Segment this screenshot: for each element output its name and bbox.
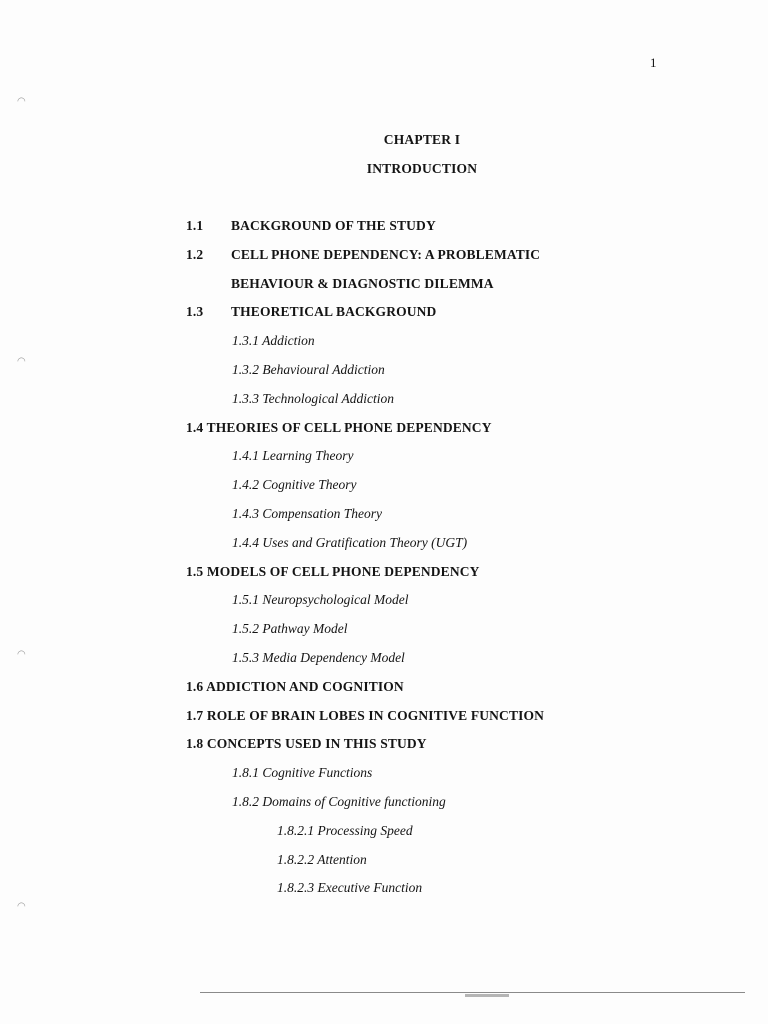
toc-entry-text: 1.6 ADDICTION AND COGNITION [186, 678, 404, 694]
scan-mark [465, 994, 509, 997]
toc-entry-text: 1.8 CONCEPTS USED IN THIS STUDY [186, 736, 427, 752]
toc-entry [186, 391, 746, 420]
toc-entry-number: 1.3 [186, 304, 204, 320]
toc-entry [186, 621, 746, 650]
toc-entry-text: BEHAVIOUR & DIAGNOSTIC DILEMMA [231, 275, 494, 291]
toc-entry-text: 1.5.1 Neuropsychological Model [232, 592, 409, 608]
toc-entry [186, 304, 746, 333]
chapter-title: INTRODUCTION [366, 161, 478, 176]
toc-entry [186, 333, 746, 362]
toc-entry-text: 1.4 THEORIES OF CELL PHONE DEPENDENCY [186, 419, 492, 435]
toc-entry [186, 592, 746, 621]
toc-entry-text: 1.3.1 Addiction [232, 333, 315, 349]
toc-entry [186, 506, 746, 535]
toc-entry-text: 1.5.2 Pathway Model [232, 621, 348, 637]
toc-entry [186, 679, 746, 708]
toc-entry-text: 1.4.4 Uses and Gratification Theory (UGT) [232, 534, 468, 550]
page-number: 1 [650, 55, 657, 70]
toc-entry [186, 276, 746, 305]
toc-entry-text: 1.8.2.1 Processing Speed [277, 822, 413, 838]
bottom-rule [200, 992, 745, 993]
toc-entry [186, 880, 746, 909]
toc-entry [186, 564, 746, 593]
toc-entry-text: 1.3.2 Behavioural Addiction [232, 361, 385, 377]
toc-entry [186, 535, 746, 564]
toc-entry [186, 794, 746, 823]
toc-entry-number: 1.1 [186, 218, 204, 233]
toc-entry [186, 247, 746, 276]
table-of-contents [186, 218, 746, 909]
chapter-label: CHAPTER I [383, 132, 461, 147]
toc-entry [186, 650, 746, 679]
punch-hole-mark: ◠ [17, 649, 26, 660]
toc-entry-text: 1.8.2.2 Attention [277, 851, 367, 867]
punch-hole-mark: ◠ [17, 96, 26, 107]
toc-entry-text: 1.8.2 Domains of Cognitive functioning [232, 793, 446, 809]
toc-entry [186, 477, 746, 506]
toc-entry-text: 1.4.3 Compensation Theory [232, 505, 382, 521]
toc-entry [186, 420, 746, 449]
toc-entry-text: 1.8.1 Cognitive Functions [232, 765, 373, 781]
toc-entry-number: 1.2 [186, 246, 204, 262]
toc-entry [186, 708, 746, 737]
toc-entry-text: 1.5.3 Media Dependency Model [232, 649, 405, 665]
toc-entry-text: 1.4.1 Learning Theory [232, 448, 354, 464]
toc-entry [186, 362, 746, 391]
toc-entry-text: THEORETICAL BACKGROUND [231, 304, 437, 320]
toc-entry-text: CELL PHONE DEPENDENCY: A PROBLEMATIC [231, 246, 541, 262]
toc-entry-text: 1.8.2.3 Executive Function [277, 880, 423, 896]
toc-entry-text: 1.4.2 Cognitive Theory [232, 477, 357, 493]
toc-entry [186, 218, 746, 247]
toc-entry-text: 1.3.3 Technological Addiction [232, 390, 394, 406]
toc-entry [186, 736, 746, 765]
toc-entry-text: 1.7 ROLE OF BRAIN LOBES IN COGNITIVE FUNCTION [186, 707, 545, 723]
toc-entry [186, 823, 746, 852]
toc-entry [186, 765, 746, 794]
toc-entry-text: 1.5 MODELS OF CELL PHONE DEPENDENCY [186, 563, 480, 579]
toc-entry-text: BACKGROUND OF THE STUDY [231, 218, 436, 233]
punch-hole-mark: ◠ [17, 901, 26, 912]
toc-entry [186, 852, 746, 881]
punch-hole-mark: ◠ [17, 356, 26, 367]
toc-entry [186, 448, 746, 477]
